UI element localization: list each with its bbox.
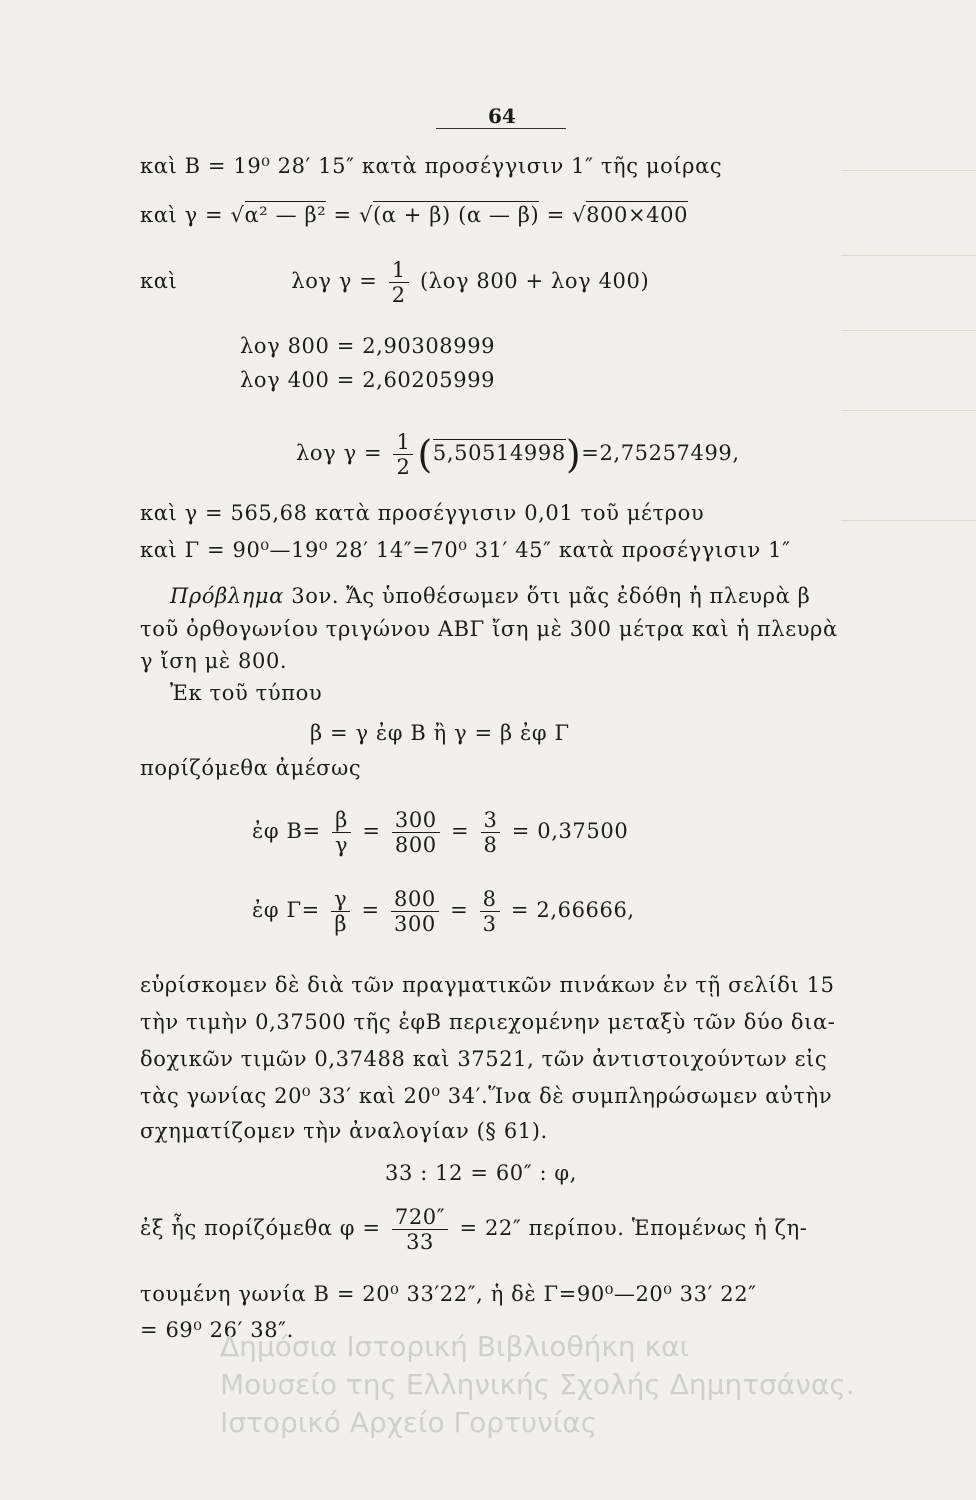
text-segment: 5,50514998 bbox=[432, 441, 566, 466]
tan-b-equation: ἐφ Β= $\frac{\beta}{\gamma}$ = $\frac{300}{800}$ = $\frac{3}{8}$ = 0,37500 bbox=[252, 808, 629, 858]
text-segment: = √ bbox=[326, 203, 373, 227]
page-number: 64 bbox=[488, 104, 516, 128]
text-segment: ἐφ Β= bbox=[252, 819, 321, 844]
text-segment: καὶ γ = √ bbox=[140, 203, 245, 227]
denominator: 800 bbox=[394, 833, 437, 858]
fraction bbox=[481, 808, 501, 857]
text-line: τοῦ ὀρθογωνίου τριγώνου ΑΒΓ ἴση μὲ 300 μέτρα καὶ ἡ πλευρὰ bbox=[140, 617, 838, 641]
denominator: 2 bbox=[391, 283, 406, 308]
numerator: 720″ bbox=[392, 1205, 448, 1230]
denominator: γ bbox=[334, 833, 349, 858]
bleed-through-line bbox=[841, 520, 976, 521]
library-watermark: Μουσείο της Ελληνικής Σχολής Δημητσάνας. bbox=[220, 1368, 855, 1401]
text-line: δοχικῶν τιμῶν 0,37488 καὶ 37521, τῶν ἀντιστοιχούντων εἰς bbox=[140, 1047, 828, 1071]
log-result-line bbox=[296, 430, 740, 479]
text-line: καὶ Γ = 90⁰—19⁰ 28′ 14″=70⁰ 31′ 45″ κατὰ προσέγγισιν 1″ bbox=[140, 538, 791, 562]
text-segment: = √ bbox=[539, 203, 587, 227]
library-watermark: Ιστορικό Αρχείο Γορτυνίας bbox=[220, 1406, 598, 1439]
text-segment: =2,75257499, bbox=[581, 441, 740, 466]
text-line: καὶ B = 19⁰ 28′ 15″ κατὰ προσέγγισιν 1″ τῆς μοίρας bbox=[140, 154, 723, 178]
text-segment: 3ον. Ἄς ὑποθέσωμεν ὅτι μᾶς ἐδόθη ἡ πλευρὰ β bbox=[283, 584, 811, 608]
radicand: (α + β) (α — β) bbox=[372, 203, 540, 227]
text-segment: καὶ bbox=[140, 269, 178, 294]
text-line: πορίζόμεθα ἀμέσως bbox=[140, 756, 362, 780]
tan-g-equation: ἐφ Γ= $\frac{\gamma}{\beta}$ = $\frac{800}{300}$ = $\frac{8}{3}$ = 2,66666, bbox=[252, 887, 635, 937]
text-line: Ἐκ τοῦ τύπου bbox=[170, 681, 323, 705]
radicand: α² — β² bbox=[244, 203, 327, 227]
text-segment: ἐφ Γ= bbox=[252, 898, 320, 923]
sqrt-line bbox=[140, 205, 688, 226]
text-line: εὑρίσκομεν δὲ διὰ τῶν πραγματικῶν πινάκων ἐν τῇ σελίδι 15 bbox=[140, 973, 835, 997]
text-line: σχηματίζομεν τὴν ἀναλογίαν (§ 61). bbox=[140, 1119, 548, 1143]
denominator: 8 bbox=[483, 833, 498, 858]
numerator: 300 bbox=[392, 808, 440, 833]
bleed-through-line bbox=[841, 170, 976, 171]
text-segment: ἐξ ἧς πορίζόμεθα φ = bbox=[140, 1216, 381, 1241]
denominator: 3 bbox=[482, 912, 497, 937]
header-rule bbox=[436, 128, 566, 129]
numerator: γ bbox=[331, 887, 350, 912]
numerator: 1 bbox=[389, 258, 409, 283]
denominator: β bbox=[334, 912, 348, 937]
fraction bbox=[391, 887, 439, 936]
denominator: 33 bbox=[406, 1230, 434, 1255]
library-watermark: Δημόσια Ιστορική Βιβλιοθήκη και bbox=[220, 1330, 689, 1363]
text-segment: = 0,37500 bbox=[511, 819, 629, 844]
text-segment: = 22″ περίπου. Ἑπομένως ἡ ζη- bbox=[459, 1216, 808, 1241]
fraction bbox=[393, 430, 413, 479]
fraction bbox=[392, 808, 440, 857]
text-line: = 69⁰ 26′ 38″. bbox=[140, 1318, 294, 1342]
numerator: β bbox=[332, 808, 351, 833]
text-line: τὴν τιμὴν 0,37500 τῆς ἐφΒ περιεχομένην μεταξὺ τῶν δύο δια- bbox=[140, 1010, 836, 1034]
denominator: 2 bbox=[396, 455, 411, 480]
numerator: 1 bbox=[393, 430, 413, 455]
fraction bbox=[389, 258, 409, 307]
text-segment: = 2,66666, bbox=[510, 898, 635, 923]
bleed-through-line bbox=[841, 255, 976, 256]
problem-heading-line bbox=[170, 586, 810, 607]
text-line: καὶ γ = 565,68 κατὰ προσέγγισιν 0,01 τοῦ μέτρου bbox=[140, 501, 705, 525]
denominator: 300 bbox=[394, 912, 436, 937]
log-half-line bbox=[140, 258, 649, 307]
numerator: 3 bbox=[481, 808, 501, 833]
radicand: 800×400 bbox=[586, 203, 689, 227]
formula-line: β = γ ἐφ Β ἢ γ = β ἐφ Γ bbox=[310, 721, 570, 745]
close-paren: ) bbox=[565, 432, 582, 477]
text-segment: (λογ 800 + λογ 400) bbox=[420, 269, 650, 294]
numerator: 800 bbox=[391, 887, 439, 912]
fraction bbox=[392, 1205, 448, 1254]
phi-line bbox=[140, 1205, 808, 1254]
bleed-through-line bbox=[841, 410, 976, 411]
fraction bbox=[332, 808, 351, 857]
text-line: τουμένη γωνία Β = 20⁰ 33′22″, ἡ δὲ Γ=90⁰—20⁰ 33′ 22″ bbox=[140, 1282, 757, 1306]
text-line: λογ 800 = 2,90308999 bbox=[240, 334, 496, 358]
fraction bbox=[331, 887, 350, 936]
problem-label: Πρόβλημα bbox=[170, 584, 284, 608]
text-line: τὰς γωνίας 20⁰ 33′ καὶ 20⁰ 34′.Ἵνα δὲ συμπληρώσωμεν αὐτὴν bbox=[140, 1084, 833, 1108]
numerator: 8 bbox=[480, 887, 500, 912]
text-segment: λογ γ = bbox=[296, 441, 383, 466]
text-line: γ ἴση μὲ 800. bbox=[140, 649, 288, 673]
proportion-line: 33 : 12 = 60″ : φ, bbox=[385, 1161, 577, 1185]
bleed-through-line bbox=[841, 330, 976, 331]
text-line: λογ 400 = 2,60205999 bbox=[240, 368, 496, 392]
open-paren: ( bbox=[417, 432, 433, 477]
text-segment: λογ γ = bbox=[291, 269, 378, 294]
fraction bbox=[480, 887, 500, 936]
